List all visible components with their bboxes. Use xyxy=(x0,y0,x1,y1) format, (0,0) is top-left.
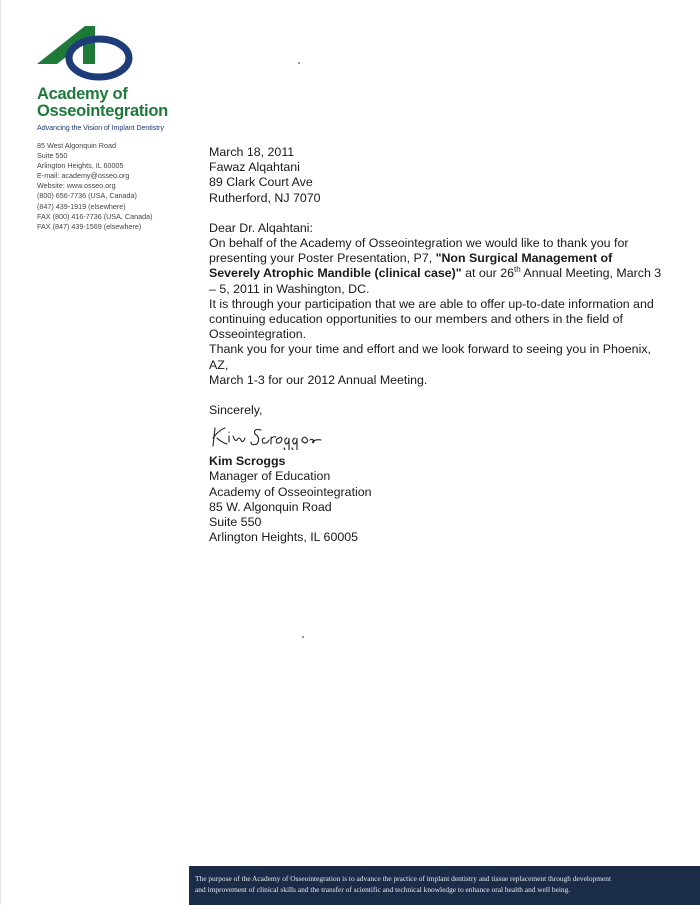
closing: Sincerely, xyxy=(209,403,263,418)
scan-edge xyxy=(0,0,1,905)
paragraph-3-line2: March 1-3 for our 2012 Annual Meeting. xyxy=(209,372,428,387)
sender-city: Arlington Heights, IL 60005 xyxy=(209,530,359,545)
footer-line-1: The purpose of the Academy of Osseointegration is to advance the practice of implant dentistry and tissue replacement through development xyxy=(195,874,612,883)
contact-line: Suite 550 xyxy=(37,151,68,161)
paragraph-2: It is through your participation that we are able to offer up-to-date information and continuing education opportunities to our members and others in the field of Osseointegration. xyxy=(209,296,654,342)
org-name xyxy=(37,86,168,120)
poster-title: "Non Surgical Management of Severely Atrophic Mandible (clinical case)" xyxy=(209,251,613,281)
paragraph-1 xyxy=(209,236,664,297)
contact-line: Website: www.osseo.org xyxy=(37,181,116,191)
sender-name: Kim Scroggs xyxy=(209,454,286,469)
contact-line: (800) 656-7736 (USA, Canada) xyxy=(37,191,137,201)
contact-line: 85 West Algonquin Road xyxy=(37,141,116,150)
recipient-street: 89 Clark Court Ave xyxy=(209,175,313,190)
org-name-line1: Academy of xyxy=(37,85,128,103)
contact-line: Arlington Heights, IL 60005 xyxy=(37,161,124,171)
paragraph-1-text-c: Annual Meeting, March 3 – 5, 2011 in Washington, DC. xyxy=(209,266,662,296)
recipient-name: Fawaz Alqahtani xyxy=(209,160,300,175)
paragraph-1-text-a: On behalf of the Academy of Osseointegration we would like to thank you for presenting your Poster Presentation, P7, xyxy=(209,236,629,266)
recipient-city: Rutherford, NJ 7070 xyxy=(209,190,321,205)
sender-street: 85 W. Algonquin Road xyxy=(209,499,332,514)
footer-mission-band xyxy=(189,866,700,905)
contact-line: FAX (847) 439-1569 (elsewhere) xyxy=(37,221,142,231)
recipient-address xyxy=(209,160,664,206)
handwritten-signature xyxy=(209,420,349,450)
sender-organization: Academy of Osseointegration xyxy=(209,484,372,499)
salutation: Dear Dr. Alqahtani: xyxy=(209,220,314,235)
paragraph-3-line1: Thank you for your time and effort and we look forward to seeing you in Phoenix, AZ, xyxy=(209,342,651,372)
contact-line: FAX (800) 416-7736 (USA, Canada) xyxy=(37,211,153,221)
ordinal-suffix: th xyxy=(514,265,521,275)
letter-date: March 18, 2011 xyxy=(209,145,295,159)
letter-body xyxy=(209,145,664,545)
sender-block xyxy=(209,454,664,545)
org-tagline: Advancing the Vision of Implant Dentistry xyxy=(37,123,164,132)
academy-logo xyxy=(37,24,137,84)
footer-line-2: and improvement of clinical skills and the transfer of scientific and technical knowledge to enhance oral health and well being. xyxy=(195,884,571,894)
scan-speck xyxy=(302,636,304,638)
paragraph-3 xyxy=(209,342,664,388)
contact-line: (847) 439-1919 (elsewhere) xyxy=(37,201,126,211)
contact-block xyxy=(37,141,187,232)
paragraph-1-text-b: at our 26 xyxy=(461,266,514,281)
org-name-line2: Osseointegration xyxy=(37,102,168,120)
scan-speck xyxy=(298,62,300,64)
sender-title: Manager of Education xyxy=(209,469,331,484)
contact-line: E-mail: academy@osseo.org xyxy=(37,171,130,181)
sender-suite: Suite 550 xyxy=(209,515,262,530)
